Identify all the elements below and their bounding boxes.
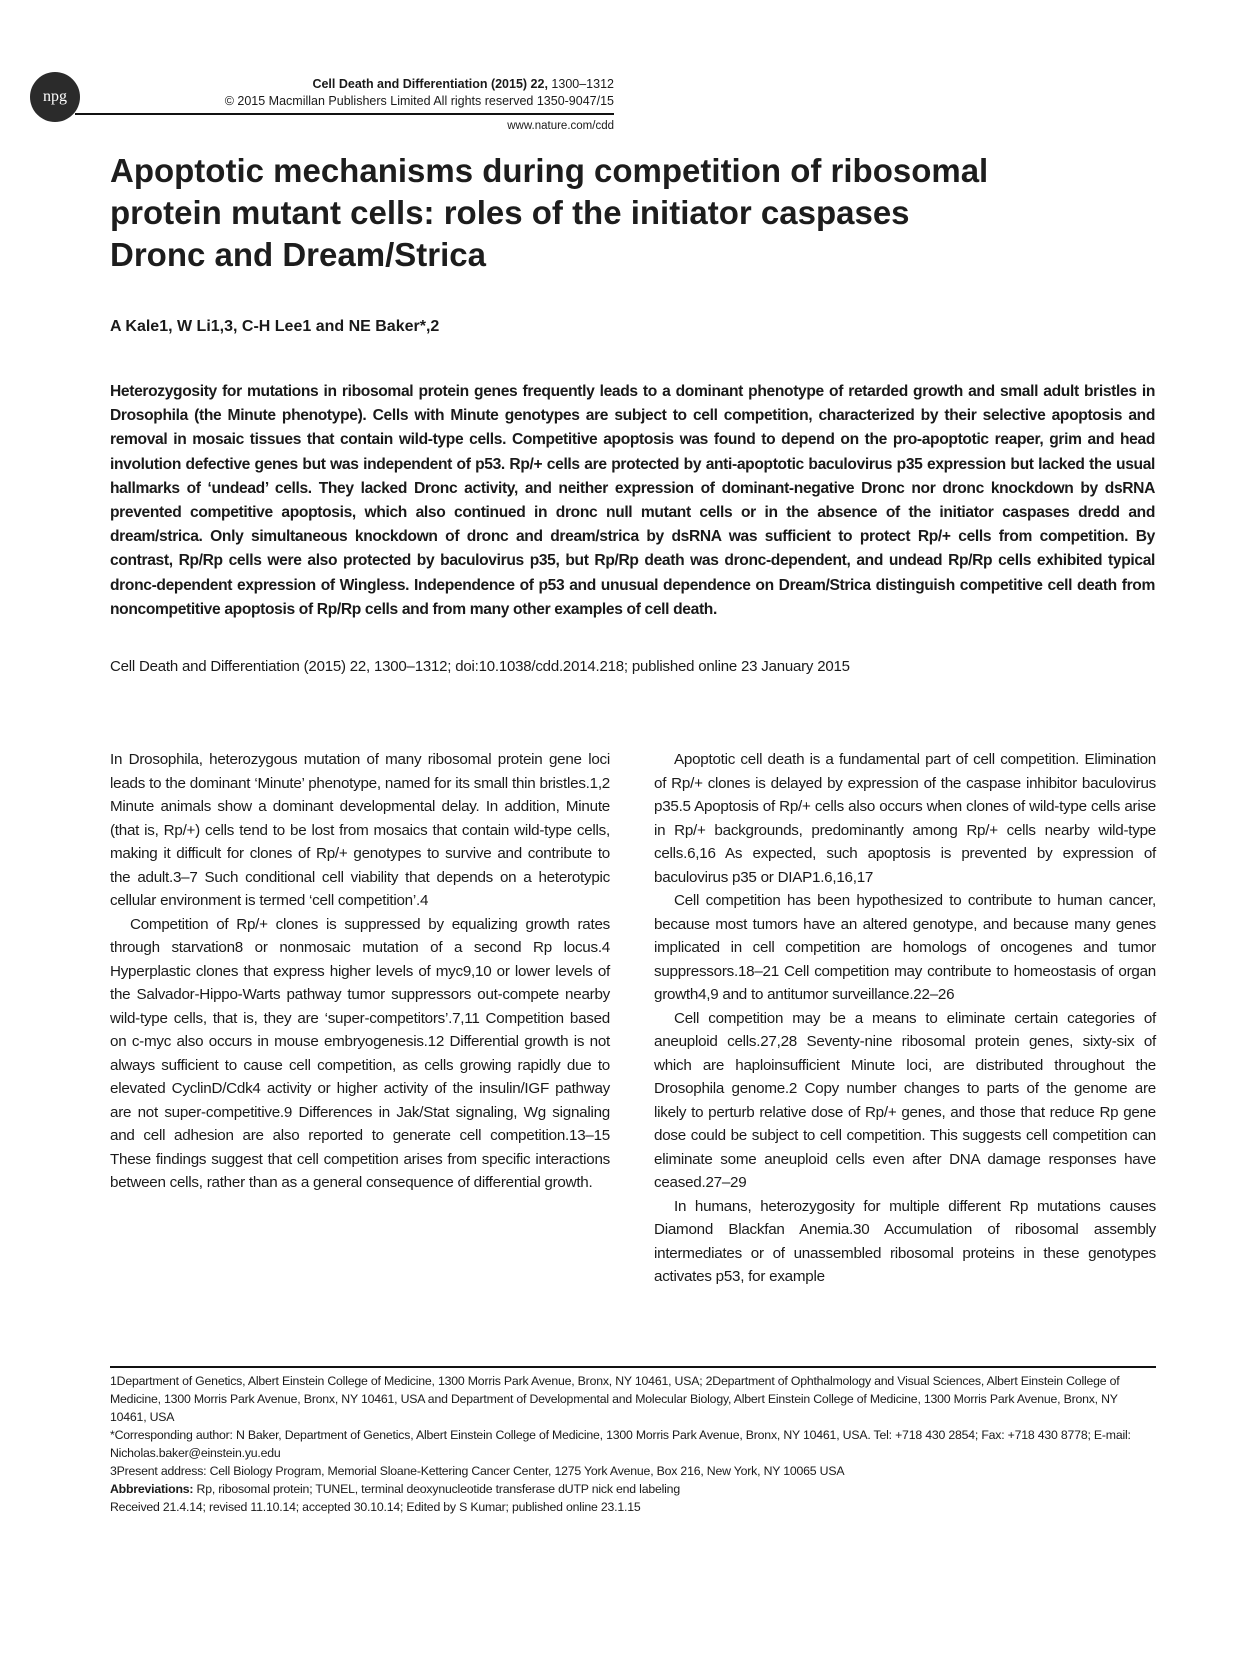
journal-name: Cell Death and Differentiation (2015) 22, [312,77,548,91]
abstract: Heterozygosity for mutations in ribosomal protein genes frequently leads to a dominant phenotype of retarded growth and small adult bristles in Drosophila (the Minute phenotype). Cells with Minute genotypes are subject to cell competition, characterized by their selective apoptosis and removal in mosaic tissues that contain wild-type cells. Competitive apoptosis was found to depend on the pro-apoptotic reaper, grim and head involution defective genes but was independent of p53. Rp/+ cells are protected by anti-apoptotic baculovirus p35 expression but lacked the usual hallmarks of ‘undead’ cells. They lacked Dronc activity, and neither expression of dominant-negative Dronc nor dronc knockdown by dsRNA prevented competitive apoptosis, which also continued in dronc null mutant cells or in the absence of the initiator caspases dredd and dream/strica. Only simultaneous knockdown of dronc and dream/strica by dsRNA was sufficient to protect Rp/+ cells from competition. By contrast, Rp/Rp cells were also protected by baculovirus p35, but Rp/Rp death was dronc-dependent, and undead Rp/Rp cells exhibited typical dronc-dependent expression of Wingless. Independence of p53 and unusual dependence on Dream/Strica distinguish competitive cell death from noncompetitive apoptosis of Rp/Rp cells and from many other examples of cell death. [110,383,1155,618]
journal-pages: 1300–1312 [551,77,614,91]
body-paragraph: Competition of Rp/+ clones is suppressed by equalizing growth rates through starvation8 or nonmosaic mutation of a second Rp locus.4 Hyperplastic clones that express higher levels of myc9,10 or lower levels of the Salvador-Hippo-Warts pathway tumor suppressors out-compete nearby wild-type cells, that is, they are ‘super-competitors’.7,11 Competition based on c-myc also occurs in mouse embryogenesis.12 Differential growth is not always sufficient to cause cell competition, as cells growing rapidly due to elevated CyclinD/Cdk4 activity or higher activity of the insulin/IGF pathway are not super-competitive.9 Differences in Jak/Stat signaling, Wg signaling and cell adhesion are also reported to generate cell competition.13–15 These findings suggest that cell competition arises from specific interactions between cells, rather than as a general consequence of differential growth. [110,915,610,1191]
present-address-note: 3Present address: Cell Biology Program, Memorial Sloane-Kettering Cancer Center, 1275 York Avenue, Box 216, New York, NY 10065 USA [110,1464,845,1478]
abbreviations-label: Abbreviations: [110,1482,194,1496]
body-paragraph: In Drosophila, heterozygous mutation of many ribosomal protein gene loci leads to the dominant ‘Minute’ phenotype, named for its small thin bristles.1,2 Minute animals show a dominant developmental delay. In addition, Minute (that is, Rp/+) cells tend to be lost from mosaics that contain wild-type cells, making it difficult for clones of Rp/+ genotypes to survive and contribute to the adult.3–7 Such conditional cell viability that depends on a heterotypic cellular environment is termed ‘cell competition’.4 [110,751,610,909]
body-paragraph: Apoptotic cell death is a fundamental part of cell competition. Elimination of Rp/+ clones is delayed by expression of the caspase inhibitor baculovirus p35.5 Apoptosis of Rp/+ cells also occurs when clones of wild-type cells arise in Rp/+ backgrounds, predominantly among Rp/+ cells nearby wild-type cells.6,16 As expected, such apoptosis is prevented by expression of baculovirus p35 or DIAP1.6,16,17 [654,751,1156,886]
affiliations-note: 1Department of Genetics, Albert Einstein College of Medicine, 1300 Morris Park Avenue, Bronx, NY 10461, USA; 2Department of Ophthalmology and Visual Sciences, Albert Einstein College of Medicine, 1300 Morris Park Avenue, Bronx, NY 10461, USA and Department of Developmental and Molecular Biology, Albert Einstein College of Medicine, 1300 Morris Park Avenue, Bronx, NY 10461, USA [110,1374,1120,1424]
abbreviations-note [110,1480,1156,1498]
citation-line: Cell Death and Differentiation (2015) 22, 1300–1312; doi:10.1038/cdd.2014.218; published online 23 January 2015 [110,658,850,675]
body-paragraph: In humans, heterozygosity for multiple different Rp mutations causes Diamond Blackfan Anemia.30 Accumulation of ribosomal assembly intermediates or of unassembled ribosomal proteins in these genotypes activates p53, for example [654,1197,1156,1285]
footnote-rule [110,1366,1156,1368]
npg-logo: npg [30,72,80,122]
author-list: A Kale1, W Li1,3, C-H Lee1 and NE Baker*,2 [110,318,440,335]
abbreviations-text: Rp, ribosomal protein; TUNEL, terminal deoxynucleotide transferase dUTP nick end labeling [196,1482,680,1496]
body-paragraph: Cell competition has been hypothesized to contribute to human cancer, because most tumors have an altered genotype, and because many genes implicated in cell competition are homologs of oncogenes and tumor suppressors.18–21 Cell competition may contribute to homeostasis of organ growth4,9 and to antitumor surveillance.22–26 [654,892,1156,1003]
body-column-left [110,748,610,1195]
received-note: Received 21.4.14; revised 11.10.14; accepted 30.10.14; Edited by S Kumar; published online 23.1.15 [110,1500,641,1514]
corresponding-author-note: *Corresponding author: N Baker, Department of Genetics, Albert Einstein College of Medicine, 1300 Morris Park Avenue, Bronx, NY 10461, USA. Tel: +718 430 2854; Fax: +718 430 8778; E-mail: Nicholas.baker@einstein.yu.edu [110,1428,1131,1460]
journal-header [94,76,614,110]
journal-website-link[interactable]: www.nature.com/cdd [507,120,614,132]
body-column-right [654,748,1156,1289]
footnotes [110,1372,1156,1516]
header-rule [75,113,614,115]
body-paragraph: Cell competition may be a means to eliminate certain categories of aneuploid cells.27,28 Seventy-nine ribosomal protein genes, sixty-six of which are haploinsufficient Minute loci, are distributed throughout the Drosophila genome.2 Copy number changes to parts of the genome are likely to perturb relative dose of Rp/+ genes, and those that reduce Rp gene dose could be subject to cell competition. This suggests cell competition can eliminate some aneuploid cells even after DNA damage responses have ceased.27–29 [654,1009,1156,1191]
copyright-line: © 2015 Macmillan Publishers Limited All rights reserved 1350-9047/15 [224,94,614,108]
article-title: Apoptotic mechanisms during competition of ribosomal protein mutant cells: roles of the initiator caspases Dronc and Dream/Strica [110,152,989,273]
